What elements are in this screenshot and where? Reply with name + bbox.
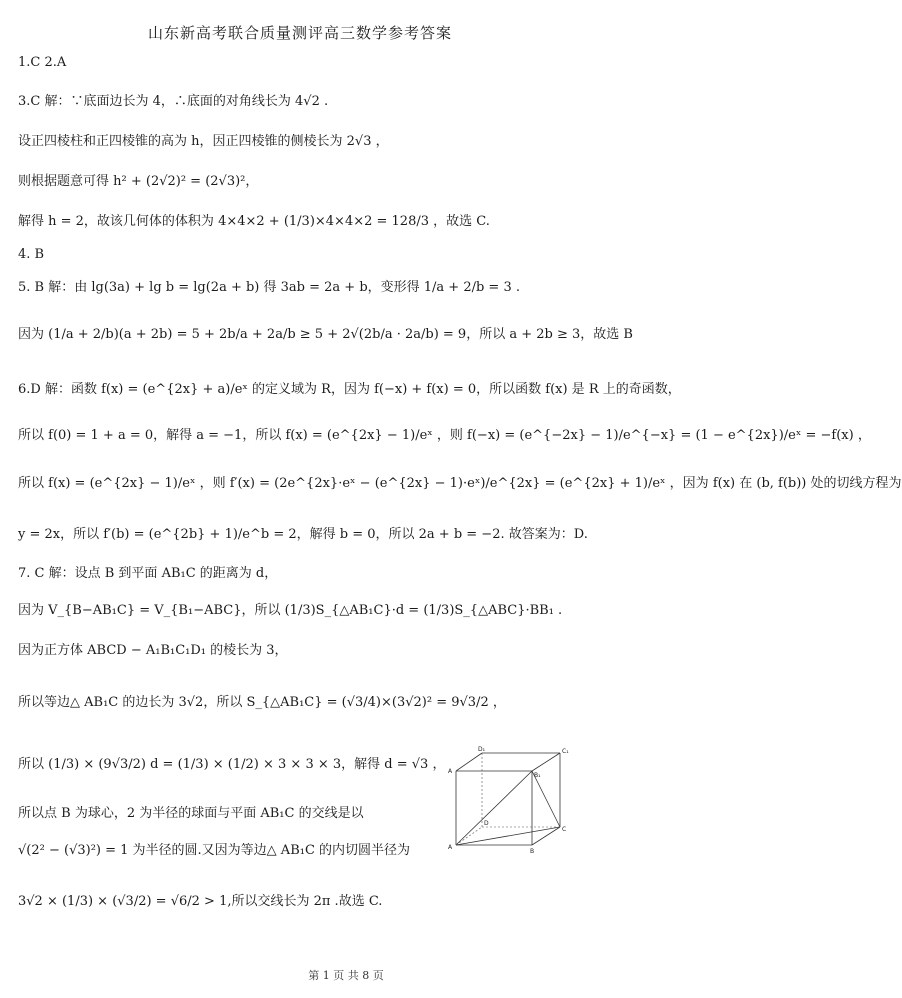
answer-line-15: 因为正方体 ABCD − A₁B₁C₁D₁ 的棱长为 3，	[18, 643, 288, 658]
answer-line-6: 4. B	[18, 247, 45, 262]
label-d1: D₁	[478, 746, 486, 753]
answer-line-12: y = 2x，所以 f′(b) = (e^{2b} + 1)/e^b = 2，解得 b = 0，所以 2a + b = −2. 故答案为：D.	[18, 527, 588, 542]
answer-line-4: 则根据题意可得 h² + (2√2)² = (2√3)²，	[18, 174, 259, 189]
label-c: C	[562, 826, 567, 833]
answer-line-8: 因为 (1/a + 2/b)(a + 2b) = 5 + 2b/a + 2a/b ≥ 5 + 2√(2b/a · 2a/b) = 9，所以 a + 2b ≥ 3，故选 B	[18, 327, 633, 342]
answer-line-16: 所以等边△ AB₁C 的边长为 3√2，所以 S_{△AB₁C} = (√3/4)×(3√2)² = 9√3/2 ，	[18, 695, 506, 710]
page-title: 山东新高考联合质量测评高三数学参考答案	[147, 24, 452, 42]
answer-line-11: 所以 f(x) = (e^{2x} − 1)/eˣ ，则 f′(x) = (2e^{2x}·eˣ − (e^{2x} − 1)·eˣ)/e^{2x} = (e^{2x} + 1)/eˣ ，因为 f(x) 在 (b, f(b)) 处的切线方程为	[18, 476, 902, 491]
answer-line-5: 解得 h = 2，故该几何体的体积为 4×4×2 + (1/3)×4×4×2 = 128/3 ，故选 C.	[18, 214, 490, 229]
label-a: A	[448, 844, 453, 851]
answer-line-14: 因为 V_{B−AB₁C} = V_{B₁−ABC}，所以 (1/3)S_{△AB₁C}·d = (1/3)S_{△ABC}·BB₁ .	[18, 603, 563, 618]
label-a1: A	[448, 768, 453, 775]
answer-line-1: 1.C 2.A	[18, 55, 67, 70]
label-c1: C₁	[562, 748, 569, 755]
label-b: B	[530, 848, 535, 855]
answer-line-10: 所以 f(0) = 1 + a = 0，解得 a = −1，所以 f(x) = (e^{2x} − 1)/eˣ ，则 f(−x) = (e^{−2x} − 1)/e^{−x} = (1 − e^{2x})/eˣ = −f(x) ，	[18, 428, 871, 443]
answer-line-13: 7. C 解：设点 B 到平面 AB₁C 的距离为 d，	[18, 566, 278, 581]
cube-diagram	[436, 745, 572, 855]
answer-line-19: √(2² − (√3)²) = 1 为半径的圆.又因为等边△ AB₁C 的内切圆半径为	[18, 843, 411, 858]
answer-line-20: 3√2 × (1/3) × (√3/2) = √6/2 > 1,所以交线长为 2π .故选 C.	[18, 894, 383, 909]
answer-line-18: 所以点 B 为球心，2 为半径的球面与平面 AB₁C 的交线是以	[18, 806, 364, 821]
label-b1: B₁	[534, 772, 541, 779]
page-footer: 第 1 页 共 8 页	[308, 969, 384, 982]
answer-line-7: 5. B 解：由 lg(3a) + lg b = lg(2a + b) 得 3ab = 2a + b，变形得 1/a + 2/b = 3 .	[18, 280, 520, 295]
answer-line-9: 6.D 解：函数 f(x) = (e^{2x} + a)/eˣ 的定义域为 R，因为 f(−x) + f(x) = 0，所以函数 f(x) 是 R 上的奇函数，	[18, 382, 681, 397]
answer-line-3: 设正四棱柱和正四棱锥的高为 h，因正四棱锥的侧棱长为 2√3 ，	[18, 134, 389, 149]
label-d: D	[484, 820, 489, 827]
answer-line-17: 所以 (1/3) × (9√3/2) d = (1/3) × (1/2) × 3 × 3 × 3，解得 d = √3 ，	[18, 757, 446, 772]
answer-line-2: 3.C 解：∵底面边长为 4，∴底面的对角线长为 4√2 .	[18, 94, 329, 109]
